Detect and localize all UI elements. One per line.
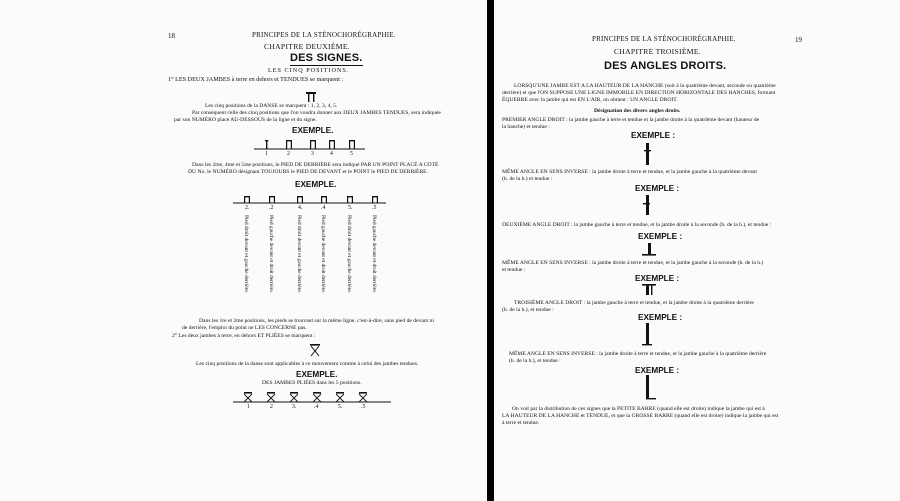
section-subtitle: LES CINQ POSITIONS. xyxy=(268,67,350,74)
chapter-title: CHAPITRE DEUXIÈME. xyxy=(264,42,350,51)
example-label: EXEMPLE : xyxy=(635,184,680,193)
designation-heading: Désignation des divers angles droits. xyxy=(594,108,681,114)
example-label: EXEMPLE : xyxy=(638,313,683,322)
paragraph: Les cinq positions de la danse sont applicables à ce mouvement comme à celui des jambes tendues. xyxy=(196,361,419,367)
paragraph: Les cinq positions de la DANSE se marquent : 1, 2, 3, 4, 5. xyxy=(205,103,338,109)
angle-description: PREMIER ANGLE DROIT : la jambe gauche à terre et tendue et la jambe droite à la quatrième devant (hauteur de xyxy=(502,117,760,123)
item-1: 1° LES DEUX JAMBES à terre en dehors et TENDUES se marquent : xyxy=(168,76,344,83)
example-heading: EXEMPLE. xyxy=(296,370,338,379)
position-number: 2 xyxy=(270,404,273,410)
example-subheading: DES JAMBES PLIÉES dans les 5 positions. xyxy=(262,380,362,386)
closing-line: On voit par la distribution de ces signes que la PETITE BARRE (quand elle est droite) indique la jambe qui est à xyxy=(512,406,765,412)
running-head: PRINCIPES DE LA STÉNOCHORÉGRAPHIE. xyxy=(592,35,736,43)
angle-glyphs xyxy=(494,0,900,501)
intro-line: LORSQU'UNE JAMBE EST A LA HAUTEUR DE LA HANCHE (soit à la quatrième devant, seconde ou quatrième xyxy=(514,83,776,89)
intro-line: derrière) et que l'ON SUPPOSE UNE LIGNE IMMOBILE EN DIRECTION HORIZONTALE DES HANCHES, formant xyxy=(502,90,776,96)
angle-description: TROISIÈME ANGLE DROIT : la jambe gauche à terre et tendue, et la jambe droite à la quatrième derrière xyxy=(514,300,754,306)
example-label: EXEMPLE : xyxy=(631,131,676,140)
angle-description: MÊME ANGLE EN SENS INVERSE : la jambe droite à terre et tendue, et la jambe gauche à la quatrième devant xyxy=(502,169,757,175)
item-2: 2° Les deux jambes à terre, en dehors ET PLIÉES se marquent : xyxy=(172,333,316,339)
position-number: .4 xyxy=(321,205,326,211)
page-gutter xyxy=(487,0,494,501)
position-number: 3 xyxy=(311,151,314,157)
position-number: .5 xyxy=(372,205,377,211)
position-number: 4 xyxy=(330,151,333,157)
example-label: EXEMPLE : xyxy=(635,274,680,283)
example-heading: EXEMPLE. xyxy=(295,180,337,189)
position-number: .4 xyxy=(314,404,319,410)
position-number: 3. xyxy=(292,404,297,410)
position-number: 5 xyxy=(350,151,353,157)
position-number: .2 xyxy=(269,205,274,211)
angle-description: MÊME ANGLE EN SENS INVERSE : la jambe droite à terre et tendue, et la jambe gauche à la quatrième derrière xyxy=(509,351,767,357)
angle-description: MÊME ANGLE EN SENS INVERSE : la jambe droite à terre et tendue, et la jambe gauche à la seconde (h. de la h.) xyxy=(502,260,764,266)
page-number: 19 xyxy=(795,36,802,44)
section-title: DES ANGLES DROITS. xyxy=(604,60,727,72)
position-caption: Pied droit devant et gauche derrière. xyxy=(243,215,249,294)
paragraph: DU No, le NUMÉRO désignant TOUJOURS le PIED DE DEVANT et le POINT le PIED DE DERRIÈRE. xyxy=(188,169,429,175)
running-head: PRINCIPES DE LA STÉNOCHORÉGRAPHIE. xyxy=(252,31,396,39)
angle-description: (h. de la h.), et tendue : xyxy=(509,358,561,364)
example-label: EXEMPLE : xyxy=(638,232,683,241)
right-page xyxy=(494,0,900,501)
position-caption: Pied gauche devant et droit derrière. xyxy=(371,215,377,294)
paragraph: Dans les 2me, 4me et 5me positions, le PIED DE DERRIÈRE sera indiqué PAR UN POINT PLACÉ A COTÉ xyxy=(192,162,439,168)
paragraph: Par conséquent celle des cinq positions que l'on voudra donner aux DEUX JAMBES TENDUES, sera indiquée xyxy=(192,110,441,116)
angle-description: et tendue : xyxy=(502,267,526,273)
position-number: .5 xyxy=(361,404,366,410)
position-number: 4. xyxy=(298,205,303,211)
position-caption: Pied droit devant et gauche derrière. xyxy=(346,215,352,294)
position-number: 1 xyxy=(247,404,250,410)
angle-description: DEUXIÈME ANGLE DROIT : la jambe gauche à terre et tendue, et la jambe droite à la seconde (h. de la h.), et tendue : xyxy=(502,222,772,228)
position-number: 1 xyxy=(265,151,268,157)
paragraph: par son NUMÉRO placé AU-DESSOUS de la ligne et du signe. xyxy=(174,117,317,123)
position-number: 5. xyxy=(348,205,353,211)
position-number: 2 xyxy=(287,151,290,157)
position-caption: Pied gauche devant et droit derrière. xyxy=(268,215,274,294)
section-title: DES SIGNES. xyxy=(290,52,363,64)
position-caption: Pied droit devant et gauche derrière. xyxy=(296,215,302,294)
angle-description: la hanche) et tendue : xyxy=(502,124,550,130)
closing-line: à terre et tendue. xyxy=(502,420,540,426)
angle-description: (h. de la h.) et tendue : xyxy=(502,176,553,182)
position-caption: Pied gauche devant et droit derrière. xyxy=(320,215,326,294)
intro-line: ÉQUERRE avec la jambe qui est EN L'AIR, on obtient : UN ANGLE DROIT. xyxy=(502,97,678,103)
example-label: EXEMPLE : xyxy=(635,366,680,375)
closing-line: LA HAUTEUR DE LA HANCHE et TENDUE, et que la GROSSE BARRE (quand elle est droite) indique la jambe qui est xyxy=(502,413,779,419)
position-number: 5. xyxy=(338,404,343,410)
example-heading: EXEMPLE. xyxy=(292,126,334,135)
page-number: 18 xyxy=(168,32,175,40)
angle-description: (h. de la h.), et tendue : xyxy=(502,307,554,313)
position-number: 2. xyxy=(245,205,250,211)
chapter-title: CHAPITRE TROISIÈME. xyxy=(614,47,701,56)
paragraph: de derrière, l'emploi du point ne LES CONCERNE pas. xyxy=(182,325,307,331)
paragraph: Dans les 1re et 2me positions, les pieds se trouvant sur la même ligne, c'est-à-dire, sans pied de devant ni xyxy=(199,318,434,324)
